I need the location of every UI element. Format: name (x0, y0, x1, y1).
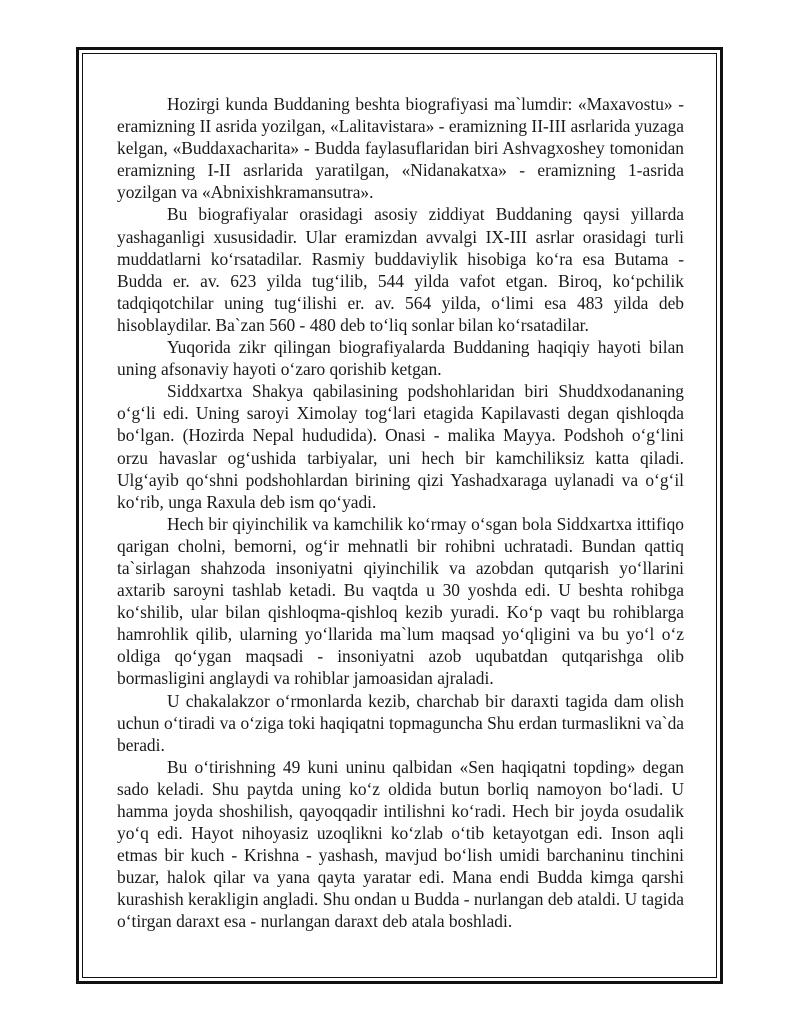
paragraph-2: Bu biografiyalar orasidagi asosiy ziddiyat Buddaning qaysi yillarda yashaganligi xususidadir. Ular eramizdan avvalgi IX-III asrlar orasidagi turli muddatlarni ko‘rsatadilar. Rasmiy buddaviylik hisobiga ko‘ra esa Butama - Budda er. av. 623 yilda tug‘ilib, 544 yilda vafot etgan. Biroq, ko‘pchilik tadqiqotchilar uning tug‘ilishi er. av. 564 yilda, o‘limi esa 483 yilda deb hisoblaydilar. Ba`zan 560 - 480 deb to‘liq sonlar bilan ko‘rsatadilar. (117, 204, 684, 335)
paragraph-4: Siddxartxa Shakya qabilasining podshohlaridan biri Shuddxodananing o‘g‘li edi. Uning saroyi Ximolay tog‘lari etagida Kapilavasti degan qishloqda bo‘lgan. (Hozirda Nepal hududida). Onasi - malika Mayya. Podshoh o‘g‘lini orzu havaslar og‘ushida tarbiyalar, uni hech bir kamchiliksiz katta qiladi. Ulg‘ayib qo‘shni podshohlardan birining qizi Yashadxaraga uylanadi va o‘g‘il ko‘rib, unga Raxula deb ism qo‘yadi. (117, 381, 684, 512)
paragraph-7: Bu o‘tirishning 49 kuni uninu qalbidan «Sen haqiqatni topding» degan sado keladi. Shu paytda uning ko‘z oldida butun borliq namoyon bo‘ladi. U hamma joyda shoshilish, qayoqqadir intilishni ko‘radi. Hech bir joyda osudalik yo‘q edi. Hayot nihoyasiz uzoqlikni ko‘zlab o‘tib ketayotgan edi. Inson aqli etmas bir kuch - Krishna - yashash, mavjud bo‘lish umidi barchaninu tinchini buzar, halok qilar va yana qayta yaratar edi. Mana endi Budda kimga qarshi kurashish kerakligin angladi. Shu ondan u Budda - nurlangan deb ataldi. U tagida o‘tirgan daraxt esa - nurlangan daraxt deb atala boshladi. (117, 756, 684, 932)
paragraph-3: Yuqorida zikr qilingan biografiyalarda Buddaning haqiqiy hayoti bilan uning afsonaviy hayoti o‘zaro qorishib ketgan. (117, 337, 684, 380)
document-body (117, 93, 684, 933)
paragraph-5: Hech bir qiyinchilik va kamchilik ko‘rmay o‘sgan bola Siddxartxa ittifiqo qarigan cholni, bemorni, og‘ir mehnatli bir rohibni uchratadi. Bundan qattiq ta`sirlagan shahzoda insoniyatni qiyinchilik va azobdan qutqarish yo‘llarini axtarib saroyni tashlab ketadi. Bu vaqtda u 30 yoshda edi. U beshta rohibga ko‘shilib, ular bilan qishloqma-qishloq kezib yuradi. Ko‘p vaqt bu rohiblarga hamrohlik qilib, ularning yo‘llarida ma`lum maqsad yo‘qligini va bu yo‘l o‘z oldiga qo‘ygan maqsadi - insoniyatni azob uqubatdan qutqarishga olib bormasligini anglaydi va rohiblar jamoasidan ajraladi. (117, 513, 684, 689)
paragraph-6: U chakalakzor o‘rmonlarda kezib, charchab bir daraxti tagida dam olish uchun o‘tiradi va o‘ziga toki haqiqatni topmaguncha Shu erdan turmaslikni va`da beradi. (117, 690, 684, 755)
paragraph-1: Hozirgi kunda Buddaning beshta biografiyasi ma`lumdir: «Maxavostu» - eramizning II asrida yozilgan, «Lalitavistara» - eramizning II-III asrlarida yuzaga kelgan, «Buddaxacharita» - Budda faylasuflaridan biri Ashvagxoshey tomonidan eramizning I-II asrlarida yaratilgan, «Nidanakatxa» - eramizning 1-asrida yozilgan va «Abnixishkramansutra». (117, 94, 684, 203)
